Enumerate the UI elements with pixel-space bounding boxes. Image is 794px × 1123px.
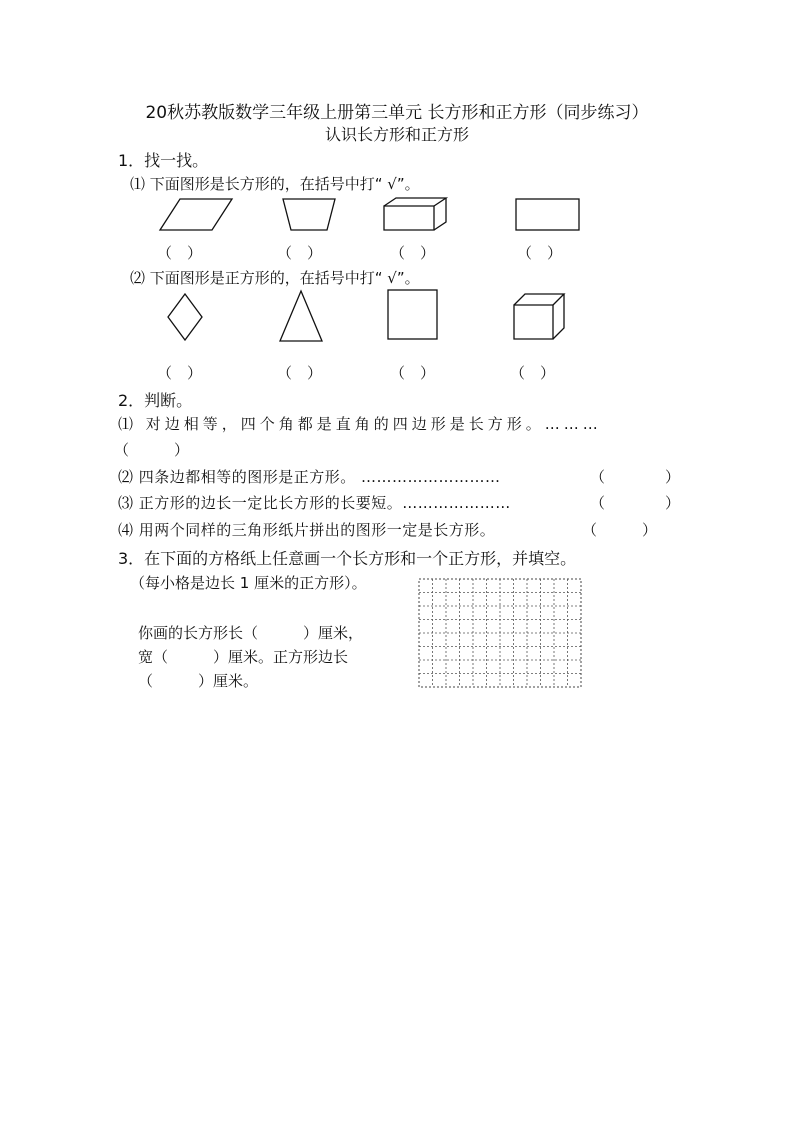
q1-part1-prompt: ⑴ 下面图形是长方形的，在括号中打“ √”。: [130, 175, 420, 193]
q1-part1-answer-3[interactable]: （ ）: [390, 244, 436, 262]
q2-item-1-answer[interactable]: （ ）: [114, 441, 190, 459]
q2-item-3-answer[interactable]: （ ）: [590, 494, 681, 512]
q3-note: （每小格是边长 1 厘米的正方形）。: [130, 574, 367, 592]
q1-part2-answer-2[interactable]: （ ）: [277, 364, 323, 382]
q3-heading: 3．在下面的方格纸上任意画一个长方形和一个正方形，并填空。: [118, 549, 577, 568]
q2-heading: 2．判断。: [118, 391, 193, 410]
page-subtitle: 认识长方形和正方形: [324, 125, 469, 144]
q1-heading: 1．找一找。: [118, 151, 209, 170]
q3-fill-line-2[interactable]: 宽（ ）厘米。正方形边长: [138, 648, 349, 666]
q1-part1-answer-4[interactable]: （ ）: [517, 244, 563, 262]
square-icon: [387, 289, 439, 341]
q1-part2-answer-1[interactable]: （ ）: [157, 364, 203, 382]
triangle-icon: [279, 290, 325, 344]
q2-item-3-text: ⑶ 正方形的边长一定比长方形的长要短。…………………: [118, 494, 511, 512]
rectangle-icon: [515, 198, 581, 232]
q1-part2-answer-3[interactable]: （ ）: [390, 364, 436, 382]
q2-item-2-answer[interactable]: （ ）: [590, 468, 681, 486]
q2-item-4-answer[interactable]: （ ）: [582, 521, 658, 539]
parallelogram-icon: [160, 198, 234, 232]
q2-item-4-text: ⑷ 用两个同样的三角形纸片拼出的图形一定是长方形。: [118, 521, 496, 539]
cuboid-icon: [382, 196, 450, 232]
q1-part1-answer-2[interactable]: （ ）: [277, 244, 323, 262]
rhombus-icon: [168, 293, 204, 343]
trapezoid-icon: [283, 198, 337, 232]
q2-item-1-text: ⑴ 对边相等，四个角都是直角的四边形是长方形。………: [118, 415, 602, 433]
cube-icon: [513, 293, 567, 341]
q3-fill-line-1[interactable]: 你画的长方形长（ ）厘米，: [138, 624, 364, 642]
q1-part2-answer-4[interactable]: （ ）: [510, 364, 556, 382]
q1-part2-prompt: ⑵ 下面图形是正方形的，在括号中打“ √”。: [130, 269, 420, 287]
q2-item-2-text: ⑵ 四条边都相等的图形是正方形。 ………………………: [118, 468, 501, 486]
page-title: 20秋苏教版数学三年级上册第三单元 长方形和正方形（同步练习）: [145, 103, 649, 123]
q3-fill-line-3[interactable]: （ ）厘米。: [138, 672, 259, 690]
q1-part1-answer-1[interactable]: （ ）: [157, 244, 203, 262]
grid-paper[interactable]: [418, 578, 584, 692]
